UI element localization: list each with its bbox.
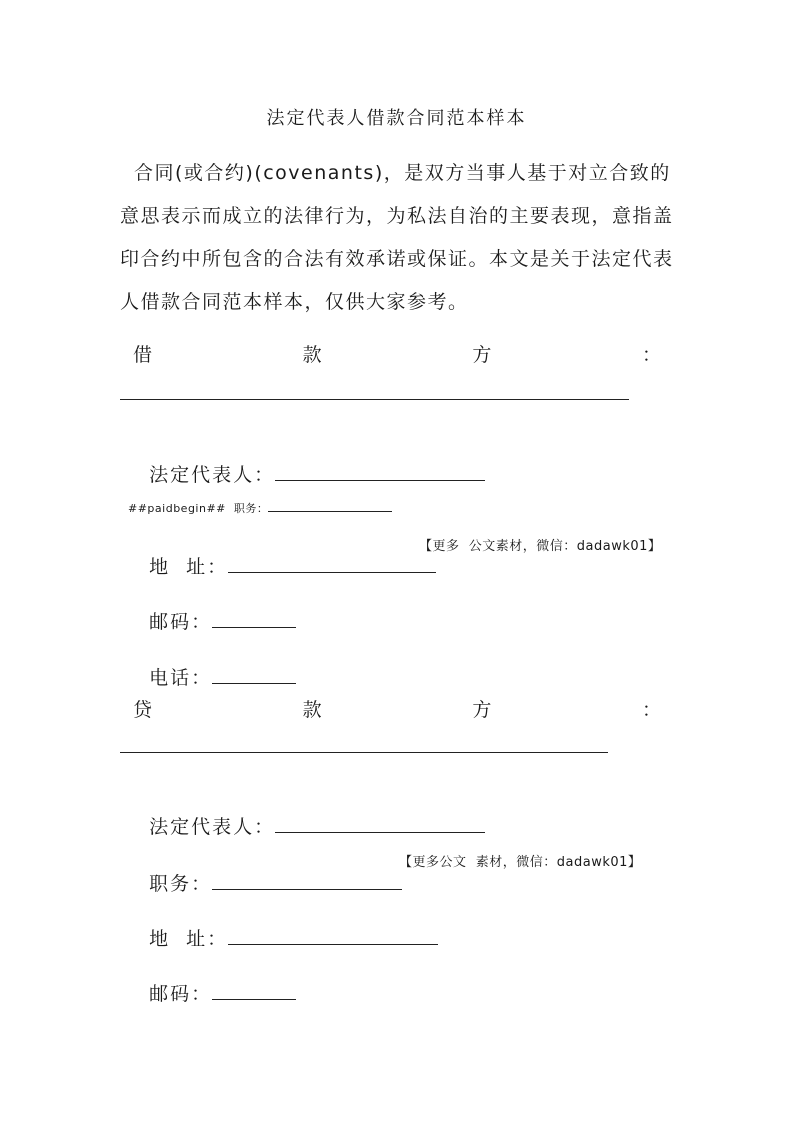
borrower-postcode-label: 邮码：	[149, 611, 213, 633]
lender-name-line[interactable]	[120, 752, 608, 753]
borrower-heading-char: ：	[641, 344, 661, 366]
borrower-postcode-line[interactable]	[212, 609, 296, 628]
lender-position-row	[133, 847, 402, 896]
lender-address-line[interactable]	[228, 926, 438, 945]
lender-heading	[133, 695, 661, 722]
lender-heading-char: ：	[641, 699, 661, 721]
borrower-phone-row	[133, 641, 296, 690]
borrower-position-row	[120, 487, 392, 516]
borrower-heading	[133, 340, 661, 367]
borrower-position-label: 职务：	[233, 502, 269, 515]
lender-heading-char: 款	[302, 699, 322, 721]
lender-position-line[interactable]	[212, 871, 402, 890]
borrower-address-note: 【更多 公文素材，微信：dadawk01】	[419, 539, 662, 554]
borrower-phone-label: 电话：	[149, 667, 213, 689]
borrower-heading-char: 款	[302, 344, 322, 366]
borrower-rep-row	[133, 438, 485, 487]
borrower-address-row	[133, 530, 436, 579]
borrower-phone-line[interactable]	[212, 665, 296, 684]
lender-address-label: 地 址：	[149, 928, 229, 950]
lender-position-note: 【更多公文 素材，微信：dadawk01】	[399, 855, 642, 870]
borrower-address-label: 地 址：	[149, 556, 229, 578]
borrower-heading-char: 方	[472, 344, 492, 366]
borrower-postcode-row	[133, 585, 296, 634]
lender-heading-char: 方	[472, 699, 492, 721]
document-title: 法定代表人借款合同范本样本	[266, 108, 527, 129]
paid-marker: ##paidbegin##	[128, 502, 226, 515]
lender-position-label: 职务：	[149, 873, 213, 895]
borrower-address-line[interactable]	[228, 554, 436, 573]
borrower-heading-char: 借	[133, 344, 153, 366]
intro-paragraph: 合同(或合约)(covenants)，是双方当事人基于对立合致的意思表示而成立的法律行为，为私法自治的主要表现，意指盖印合约中所包含的合法有效承诺或保证。本文是关于法定代表人借款合同范本样本，仅供大家参考。	[120, 162, 674, 313]
borrower-rep-line[interactable]	[275, 462, 485, 481]
lender-heading-char: 贷	[133, 699, 153, 721]
lender-rep-row	[133, 790, 485, 839]
lender-rep-label: 法定代表人：	[149, 816, 276, 838]
borrower-rep-label: 法定代表人：	[149, 464, 276, 486]
borrower-name-line[interactable]	[120, 399, 629, 400]
lender-postcode-row	[133, 957, 296, 1006]
lender-postcode-label: 邮码：	[149, 983, 213, 1005]
borrower-position-line[interactable]	[268, 500, 392, 512]
lender-postcode-line[interactable]	[212, 981, 296, 1000]
lender-address-row	[133, 902, 438, 951]
lender-rep-line[interactable]	[275, 814, 485, 833]
